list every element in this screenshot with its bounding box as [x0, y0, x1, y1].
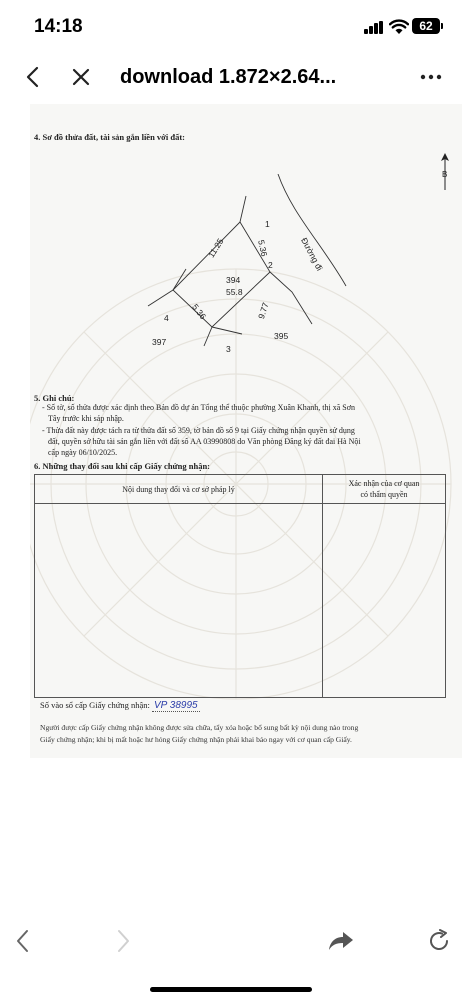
edge-length-top: 11.25: [206, 236, 226, 260]
note-line-4: đất, quyền sở hữu tài sản gắn liền với đất số AA 03990808 do Văn phòng Đăng ký đất đai Hà Nội: [48, 437, 361, 446]
wifi-icon: [389, 19, 409, 35]
corner-point-1: 1: [265, 219, 270, 229]
corner-point-4: 4: [164, 313, 169, 323]
section-6-heading: 6. Những thay đổi sau khi cấp Giấy chứng nhận:: [34, 461, 211, 471]
parcel-number: 394: [226, 275, 241, 285]
back-chevron-icon[interactable]: [18, 62, 48, 92]
neighbor-parcel-397: 397: [152, 337, 167, 347]
footer-note-2: Giấy chứng nhận; khi bị mất hoặc hư hỏng Giấy chứng nhận phải khai báo ngay với cơ quan cấp Giấy.: [40, 735, 352, 744]
table-header-confirmation-2: có thẩm quyền: [360, 490, 408, 499]
corner-point-2: 2: [268, 260, 273, 270]
neighbor-parcel-395: 395: [274, 331, 289, 341]
status-bar: [0, 0, 462, 56]
corner-point-3: 3: [226, 344, 231, 354]
refresh-icon[interactable]: [424, 926, 454, 956]
parcel-map: [30, 174, 462, 364]
north-label: B: [442, 170, 448, 179]
edge-length-bottom: 9.77: [256, 301, 271, 321]
status-time: 14:18: [34, 16, 83, 37]
road-label: Đường đi: [299, 236, 325, 273]
table-header-rule: [35, 503, 445, 504]
signal-icon: [364, 21, 384, 34]
close-icon[interactable]: [66, 62, 96, 92]
page-title: download 1.872×2.64...: [120, 66, 337, 88]
footer-note-1: Người được cấp Giấy chứng nhận không được sửa chữa, tẩy xóa hoặc bổ sung bất kỳ nội dung nào trong: [40, 723, 359, 732]
share-icon[interactable]: [326, 926, 356, 956]
forward-icon[interactable]: [108, 926, 138, 956]
note-line-3: - Thửa đất này được tách ra từ thửa đất số 359, tờ bản đồ số 9 tại Giấy chứng nhận quyền sử dụng: [42, 426, 355, 435]
registration-line: [40, 700, 200, 712]
section-5-heading: 5. Ghi chú:: [34, 393, 75, 403]
battery-indicator: 62: [412, 18, 440, 34]
registration-label: Số vào sổ cấp Giấy chứng nhận:: [40, 700, 150, 710]
document-image: [30, 104, 462, 758]
edge-length-left: 5.36: [190, 302, 209, 322]
battery-cap: [441, 23, 443, 29]
home-indicator: [150, 987, 312, 992]
parcel-area: 55.8: [226, 287, 243, 297]
note-line-2: Tây trước khi sáp nhập.: [48, 414, 124, 423]
section-4-heading: 4. Sơ đồ thửa đất, tài sản gắn liền với đất:: [34, 132, 186, 142]
table-divider: [322, 475, 323, 697]
table-header-changes: Nội dung thay đổi và cơ sở pháp lý: [122, 485, 235, 494]
nav-bar: [0, 56, 462, 104]
changes-table: [34, 474, 446, 698]
note-line-5: cấp ngày 06/10/2025.: [48, 448, 118, 457]
table-header-confirmation-1: Xác nhận của cơ quan: [348, 479, 420, 488]
registration-number: VP 38995: [154, 700, 198, 711]
more-icon[interactable]: [416, 62, 446, 92]
edge-length-right: 5.36: [256, 239, 270, 258]
note-line-1: - Số tờ, số thửa được xác định theo Bản đồ dự án Tổng thể thuộc phường Xuân Khanh, thị xã Sơn: [42, 403, 355, 412]
back-icon[interactable]: [8, 926, 38, 956]
